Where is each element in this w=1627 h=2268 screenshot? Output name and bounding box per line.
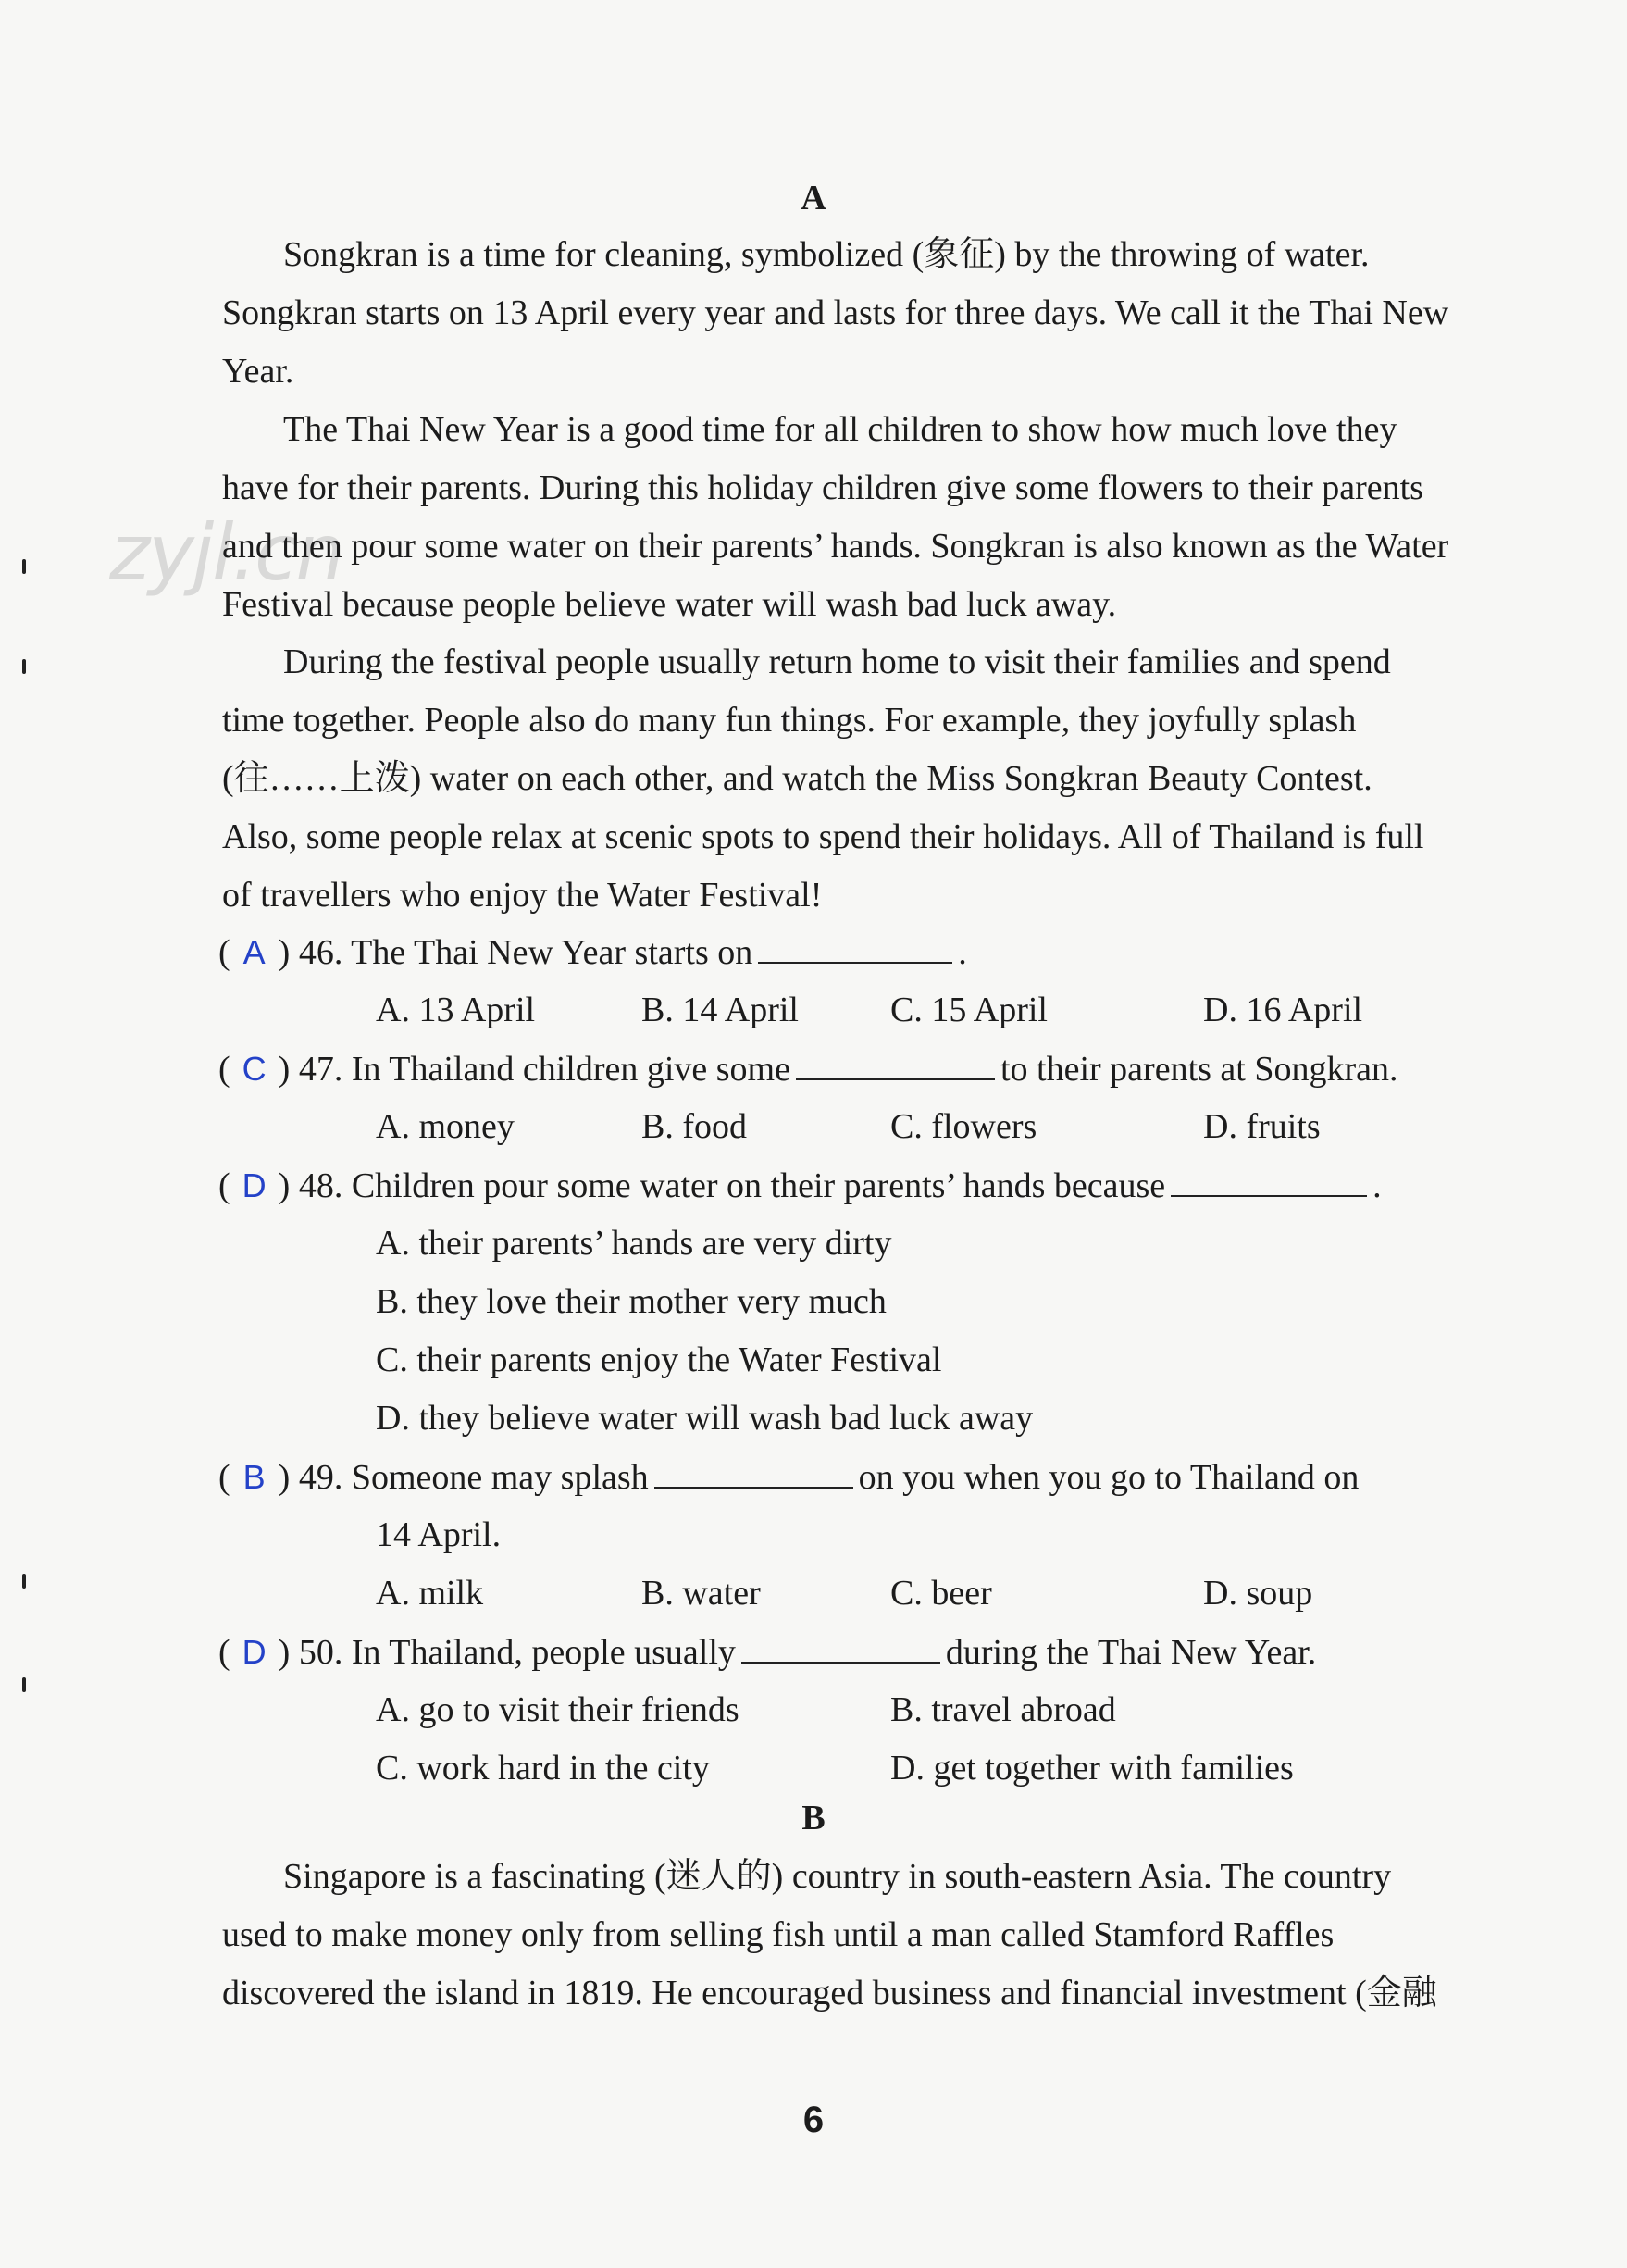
option-a: A. milk [376, 1574, 484, 1613]
option-d: D. 16 April [1203, 991, 1363, 1029]
paren-close: ) [278, 1050, 291, 1089]
paren-open: ( [218, 1166, 230, 1205]
option-b: B. water [641, 1574, 761, 1613]
paren-close: ) [278, 1458, 291, 1497]
question-stem: In Thailand, people usually [351, 1633, 736, 1672]
section-b-title: B [801, 1799, 826, 1838]
question-stem-end: on you when you go to Thailand on [858, 1458, 1360, 1497]
question-stem: Someone may splash [351, 1458, 649, 1497]
paren-close: ) [278, 1633, 291, 1672]
watermark-logo: zyjl.cn [109, 507, 343, 598]
passage-paragraph: The Thai New Year is a good time for all children to show how much love they have for their parents. During this holiday children give some flowers to their parents and then pour some water on their parents’ hands. Songkran is also known as the Water Festival because people believe water will wash bad luck away. [222, 410, 1449, 624]
question-stem: In Thailand children give some [351, 1050, 790, 1089]
margin-mark [22, 659, 26, 674]
answer-blank [654, 1459, 853, 1489]
option-b: B. 14 April [641, 991, 799, 1029]
question-49 [218, 1448, 1359, 1507]
option-d: D. soup [1203, 1574, 1313, 1613]
question-number: 46. [298, 933, 343, 972]
option-a: A. go to visit their friends [376, 1690, 739, 1729]
answer-letter: A [242, 933, 266, 971]
option-a: A. money [376, 1107, 515, 1146]
option-a: A. their parents’ hands are very dirty [376, 1224, 892, 1263]
margin-mark [22, 1574, 26, 1589]
option-d: D. get together with families [890, 1749, 1294, 1788]
option-d: D. they believe water will wash bad luck away [376, 1399, 1034, 1438]
question-number: 47. [298, 1050, 343, 1089]
question-stem-end: . [1372, 1166, 1382, 1205]
question-number: 50. [298, 1633, 343, 1672]
answer-blank [796, 1051, 995, 1080]
question-stem: The Thai New Year starts on [351, 933, 753, 972]
question-48 [218, 1156, 1382, 1215]
option-b: B. food [641, 1107, 747, 1146]
answer-letter: B [242, 1458, 266, 1496]
question-number: 48. [298, 1166, 343, 1205]
answer-blank [758, 934, 952, 964]
question-47 [218, 1040, 1398, 1099]
question-stem-end: to their parents at Songkran. [1000, 1050, 1398, 1089]
answer-blank [741, 1634, 940, 1664]
answer-letter: D [242, 1166, 267, 1204]
option-b: B. they love their mother very much [376, 1282, 887, 1321]
option-c: C. beer [890, 1574, 992, 1613]
question-number: 49. [298, 1458, 343, 1497]
answer-letter: D [242, 1633, 267, 1671]
margin-mark [22, 1677, 26, 1692]
paren-open: ( [218, 1633, 230, 1672]
paren-close: ) [278, 933, 291, 972]
question-46 [218, 923, 967, 982]
passage-paragraph: During the festival people usually return home to visit their families and spend time together. People also do many fun things. For example, they joyfully splash (往……上泼) water on each other, and watch the Miss Songkran Beauty Contest. Also, some people relax at scenic spots to spend their holidays. All of Thailand is full of travellers who enjoy the Water Festival! [222, 642, 1424, 915]
option-c: C. flowers [890, 1107, 1037, 1146]
paren-open: ( [218, 1458, 230, 1497]
question-stem: Children pour some water on their parents’ hands because [351, 1166, 1166, 1205]
section-a-title: A [801, 179, 826, 218]
paren-close: ) [278, 1166, 291, 1205]
answer-blank [1171, 1167, 1367, 1197]
question-stem-continuation: 14 April. [376, 1515, 502, 1554]
option-b: B. travel abroad [890, 1690, 1116, 1729]
option-d: D. fruits [1203, 1107, 1321, 1146]
option-c: C. their parents enjoy the Water Festival [376, 1340, 942, 1379]
option-a: A. 13 April [376, 991, 536, 1029]
page-number: 6 [802, 2100, 825, 2140]
paren-open: ( [218, 933, 230, 972]
answer-letter: C [242, 1050, 267, 1088]
passage-paragraph: Singapore is a fascinating (迷人的) country in south-eastern Asia. The country used to make money only from selling fish until a man called Stamford Raffles discovered the island in 1819. He encouraged business and financial investment (金融 [222, 1857, 1437, 2013]
option-c: C. work hard in the city [376, 1749, 710, 1788]
question-stem-end: . [958, 933, 967, 972]
question-stem-end: during the Thai New Year. [945, 1633, 1317, 1672]
passage-paragraph: Songkran is a time for cleaning, symbolized (象征) by the throwing of water. Songkran starts on 13 April every year and lasts for three days. We call it the Thai New Year. [222, 235, 1449, 391]
question-50 [218, 1623, 1316, 1682]
paren-open: ( [218, 1050, 230, 1089]
option-c: C. 15 April [890, 991, 1048, 1029]
margin-mark [22, 559, 26, 574]
